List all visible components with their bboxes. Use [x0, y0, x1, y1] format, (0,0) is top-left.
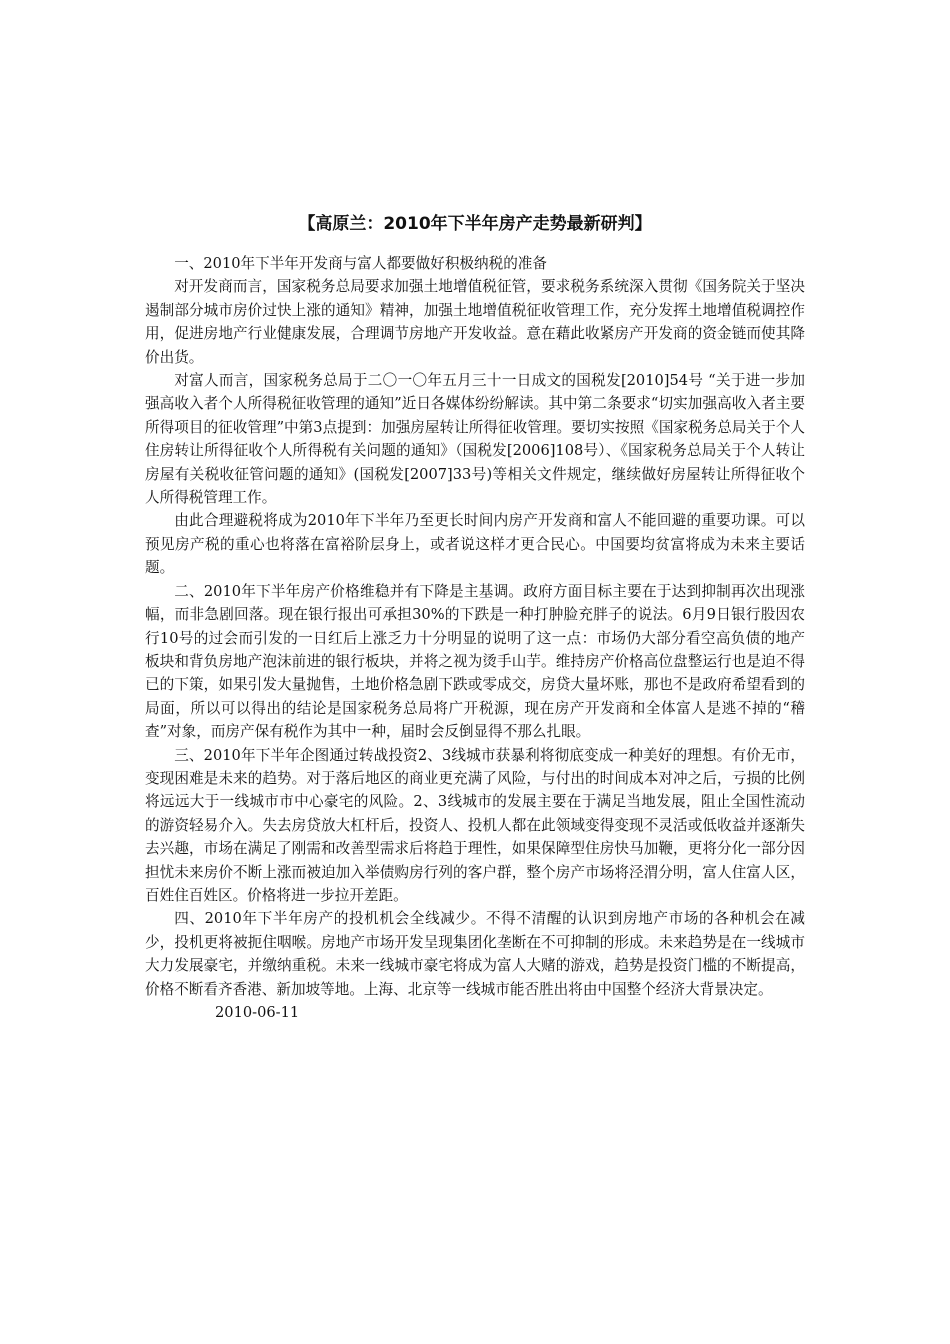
paragraph-developers: 对开发商而言，国家税务总局要求加强土地增值税征管，要求税务系统深入贯彻《国务院关于坚决遏制部分城市房价过快上涨的通知》精神，加强土地增值税征收管理工作，充分发挥土地增值税调控作用，促进房地产行业健康发展，合理调节房地产开发收益。意在藉此收紧房产开发商的资金链而使其降价出货。 [145, 278, 805, 366]
paragraph-wealthy: 对富人而言，国家税务总局于二〇一〇年五月三十一日成文的国税发[2010]54号 “关于进一步加强高收入者个人所得税征收管理的通知”近日各媒体纷纷解读。其中第二条要求“切实加强高收入者主要所得项目的征收管理”中第3点提到：加强房屋转让所得征收管理。要切实按照《国家税务总局关于个人住房转让所得征收个人所得税有关问题的通知》（国税发[2006]108号）、《国家税务总局关于个人转让房屋有关税收征管问题的通知》(国税发[2007]33号)等相关文件规定，继续做好房屋转让所得征收个人所得税管理工作。 [145, 372, 805, 507]
paragraph-section-one-heading: 一、2010年下半年开发商与富人都要做好积极纳税的准备 [174, 255, 547, 272]
paragraph-section-four: 四、2010年下半年房产的投机机会全线减少。不得不清醒的认识到房地产市场的各种机会在减少，投机更将被扼住咽喉。房地产市场开发呈现集团化垄断在不可抑制的形成。未来趋势是在一线城市大力发展豪宅，并缴纳重税。未来一线城市豪宅将成为富人大赌的游戏，趋势是投资门槛的不断提高，价格不断看齐香港、新加坡等地。上海、北京等一线城市能否胜出将由中国整个经济大背景决定。 [145, 910, 805, 998]
document-title: 【高原兰：2010年下半年房产走势最新研判】 [298, 214, 652, 234]
document-body [145, 252, 805, 1024]
paragraph-section-two: 二、2010年下半年房产价格维稳并有下降是主基调。政府方面目标主要在于达到抑制再次出现涨幅，而非急剧回落。现在银行报出可承担30%的下跌是一种打肿脸充胖子的说法。6月9日银行股因农行10号的过会而引发的一日红后上涨乏力十分明显的说明了这一点：市场仍大部分看空高负债的地产板块和背负房地产泡沫前进的银行板块，并将之视为烫手山芋。维持房产价格高位盘整运行也是迫不得已的下策，如果引发大量抛售，土地价格急剧下跌或零成交，房贷大量坏账，那也不是政府希望看到的局面，所以可以得出的结论是国家税务总局将广开税源，现在房产开发商和全体富人是逃不掉的“稽查”对象，而房产保有税作为其中一种，届时会反倒显得不那么扎眼。 [145, 582, 805, 741]
paragraph-section-three: 三、2010年下半年企图通过转战投资2、3线城市获暴利将彻底变成一种美好的理想。有价无市，变现困难是未来的趋势。对于落后地区的商业更充满了风险，与付出的时间成本对冲之后，亏损的比例将远远大于一线城市市中心豪宅的风险。2、3线城市的发展主要在于满足当地发展，阻止全国性流动的游资轻易介入。失去房贷放大杠杆后，投资人、投机人都在此领域变得变现不灵活或低收益并逐渐失去兴趣，市场在满足了刚需和改善型需求后将趋于理性，如果保障型住房快马加鞭，更将分化一部分因担忧未来房价不断上涨而被迫加入举债购房行列的客户群，整个房产市场将泾渭分明，富人住富人区，百姓住百姓区。价格将进一步拉开差距。 [145, 746, 805, 904]
paragraph-tax-avoidance: 由此合理避税将成为2010年下半年乃至更长时间内房产开发商和富人不能回避的重要功课。可以预见房产税的重心也将落在富裕阶层身上，或者说这样才更合民心。中国要均贫富将成为未来主要话题。 [145, 512, 805, 577]
document-date: 2010-06-11 [215, 1004, 300, 1021]
